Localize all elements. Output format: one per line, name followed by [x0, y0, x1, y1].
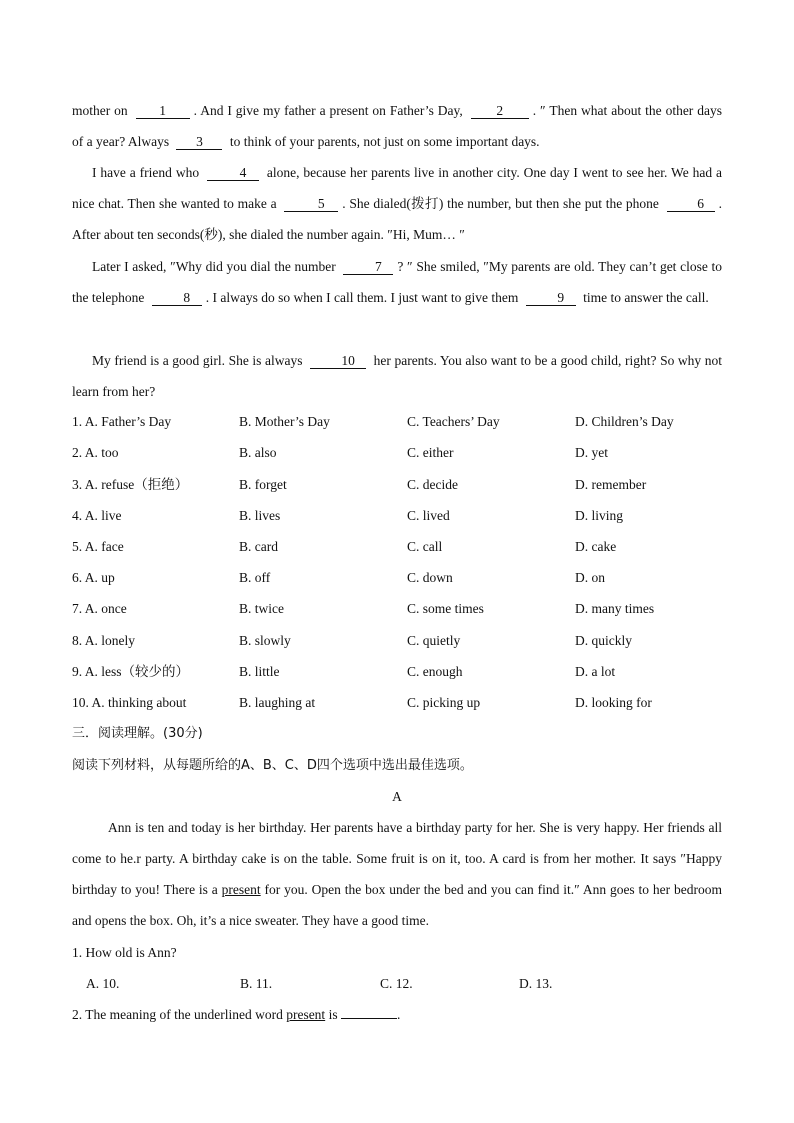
option-d: D. on	[575, 570, 605, 585]
option-b: B. twice	[239, 601, 284, 616]
options-row	[72, 443, 722, 463]
options-row	[72, 475, 722, 495]
blank-6: 6	[667, 196, 715, 212]
option-d: D. cake	[575, 539, 617, 554]
cloze-paragraph-3: Later I asked, ″Why did you dial the number 7 ? ″ She smiled, ″My parents are old. They can’t get close to the telephone 8 . I always do so when I call them. I just want to give them 9 time to answer the call.	[72, 259, 722, 305]
option-d: D. Children’s Day	[575, 414, 674, 429]
options-row	[72, 599, 722, 619]
options-row	[72, 412, 722, 432]
option-a: 6. A. up	[72, 570, 115, 585]
option-c: C. enough	[407, 664, 463, 679]
option-c: C. down	[407, 570, 453, 585]
option-d: D. looking for	[575, 695, 652, 710]
blank-5: 5	[284, 196, 338, 212]
options-row	[72, 537, 722, 557]
option-b: B. forget	[239, 477, 287, 492]
option-a: 1. A. Father’s Day	[72, 414, 172, 429]
option-a: 9. A. less（较少的）	[72, 664, 190, 679]
question-1-options	[72, 974, 722, 994]
option-c: C. lived	[407, 508, 450, 523]
option-a: 3. A. refuse（拒绝）	[72, 477, 189, 492]
option-a: 5. A. face	[72, 539, 124, 554]
option-b: B. slowly	[239, 633, 291, 648]
answer-blank	[341, 1018, 397, 1019]
option-a: A. 10.	[86, 976, 120, 991]
option-d: D. 13.	[519, 976, 553, 991]
options-row	[72, 662, 722, 682]
passage-label: A	[392, 789, 402, 804]
option-a: 7. A. once	[72, 601, 127, 616]
option-b: B. little	[239, 664, 280, 679]
option-b: B. 11.	[240, 976, 273, 991]
option-d: D. remember	[575, 477, 647, 492]
option-d: D. a lot	[575, 664, 616, 679]
option-b: B. Mother’s Day	[239, 414, 330, 429]
option-c: C. some times	[407, 601, 484, 616]
option-b: B. card	[239, 539, 278, 554]
blank-4: 4	[207, 165, 259, 181]
option-a: 2. A. too	[72, 445, 119, 460]
option-c: C. quietly	[407, 633, 461, 648]
option-c: C. either	[407, 445, 454, 460]
blank-3: 3	[176, 134, 222, 150]
underlined-word: present	[221, 882, 261, 897]
section-instruction: 阅读下列材料，从每题所给的A、B、C、D四个选项中选出最佳选项。	[72, 758, 473, 773]
option-b: B. laughing at	[239, 695, 316, 710]
cloze-paragraph-1: mother on 1 . And I give my father a present on Father’s Day, 2 . ″ Then what about the other days of a year? Always 3 to think of your parents, not just on some important days.	[72, 103, 722, 149]
underlined-word: present	[286, 1007, 326, 1022]
reading-passage-a: Ann is ten and today is her birthday. Her parents have a birthday party for her. She is very happy. Her friends all come to he.r party. A birthday cake is on the table. Some fruit is on it, too. A card is from her mother. It says ″Happy birthday to you! There is a present for you. Open the box under the bed and you can find it.″ Ann goes to her bedroom and opens the box. Oh, it’s a nice sweater. They have a good time.	[72, 820, 723, 928]
cloze-paragraph-2: I have a friend who 4 alone, because her parents live in another city. One day I went to see her. We had a nice chat. Then she wanted to make a 5 . She dialed(拨打) the number, but then she put the phone 6 . After about ten seconds(秒), she dialed the number again. ″Hi, Mum… ″	[72, 165, 722, 242]
option-c: C. call	[407, 539, 443, 554]
blank-1: 1	[136, 103, 190, 119]
blank-7: 7	[343, 259, 393, 275]
option-c: C. Teachers’ Day	[407, 414, 500, 429]
option-c: C. 12.	[380, 976, 413, 991]
options-row	[72, 693, 722, 713]
option-b: B. also	[239, 445, 277, 460]
option-d: D. yet	[575, 445, 608, 460]
option-d: D. many times	[575, 601, 655, 616]
blank-2: 2	[471, 103, 529, 119]
option-d: D. quickly	[575, 633, 632, 648]
options-row	[72, 631, 722, 651]
blank-8: 8	[152, 290, 202, 306]
blank-10: 10	[310, 353, 366, 369]
option-a: 8. A. lonely	[72, 633, 135, 648]
options-row	[72, 568, 722, 588]
options-row	[72, 506, 722, 526]
option-b: B. off	[239, 570, 271, 585]
cloze-paragraph-4: My friend is a good girl. She is always 10 her parents. You also want to be a good child, right? So why not learn from her?	[72, 353, 722, 399]
option-d: D. living	[575, 508, 624, 523]
question-2: 2. The meaning of the underlined word present is .	[72, 1007, 401, 1022]
option-a: 10. A. thinking about	[72, 695, 187, 710]
option-b: B. lives	[239, 508, 281, 523]
option-a: 4. A. live	[72, 508, 122, 523]
blank-9: 9	[526, 290, 576, 306]
section-title: 三．阅读理解。(30分)	[72, 726, 203, 741]
option-c: C. picking up	[407, 695, 481, 710]
question-1: 1. How old is Ann?	[72, 945, 177, 960]
option-c: C. decide	[407, 477, 458, 492]
